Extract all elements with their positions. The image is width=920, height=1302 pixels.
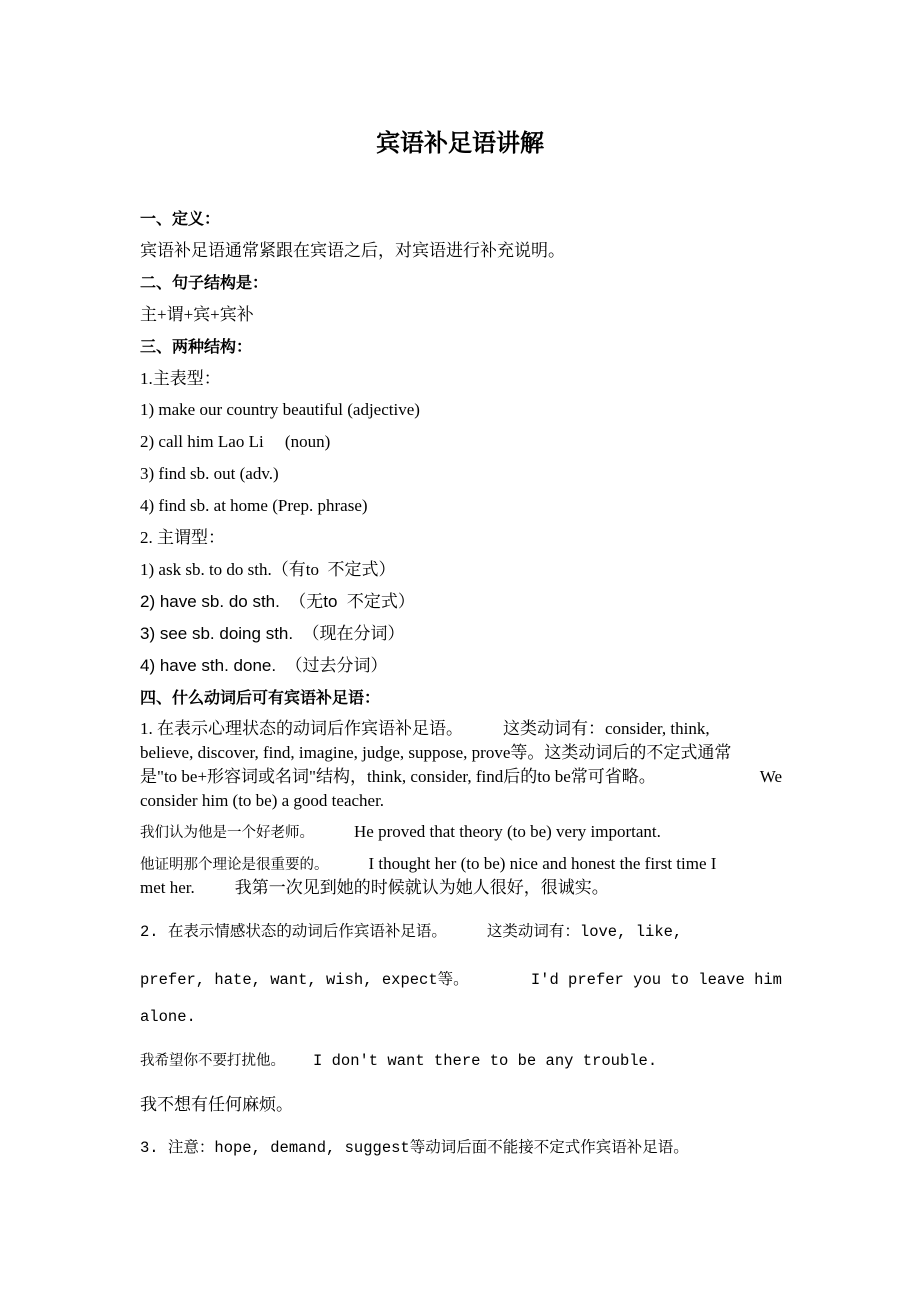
point2-line xyxy=(140,1049,782,1074)
point1-line xyxy=(140,852,782,877)
definition-heading: 一、定义： xyxy=(140,209,221,228)
point1-text: 他证明那个理论是很重要的。 xyxy=(140,857,329,873)
point1-text: I thought her (to be) nice and honest the first time I xyxy=(368,854,717,873)
point1-line xyxy=(140,765,782,789)
type1-item: 1) make our country beautiful (adjective) xyxy=(140,400,420,419)
point1-line xyxy=(140,717,782,741)
type1-item: 4) find sb. at home (Prep. phrase) xyxy=(140,496,368,515)
type2-item: 3) see sb. doing sth. （现在分词） xyxy=(140,624,405,643)
point2-text: 我希望你不要打扰他。 xyxy=(140,1054,285,1070)
type1-label: 1.主表型： xyxy=(140,369,221,388)
type1-item: 3) find sb. out (adv.) xyxy=(140,464,279,483)
point3-line: 3. 注意：hope, demand, suggest等动词后面不能接不定式作宾语补足语。 xyxy=(140,1139,689,1157)
point1-text: 我第一次见到她的时候就认为她人很好，很诚实。 xyxy=(234,878,609,897)
type2-item: 1) ask sb. to do sth.（有to 不定式） xyxy=(140,560,396,579)
point2-text: 这类动词有：love, like, xyxy=(486,923,683,941)
point2-text: I don't want there to be any trouble. xyxy=(313,1052,658,1070)
type1-item: 2) call him Lao Li (noun) xyxy=(140,432,331,451)
point2-text: prefer, hate, want, wish, expect等。 xyxy=(140,971,469,989)
types-heading: 三、两种结构： xyxy=(140,337,253,356)
point1-line xyxy=(140,876,782,900)
point1-text: 1. 在表示心理状态的动词后作宾语补足语。 xyxy=(140,719,463,738)
point1-line: believe, discover, find, imagine, judge, suppose, prove等。这类动词后的不定式通常 xyxy=(140,743,732,762)
point1-text: met her. xyxy=(140,878,195,897)
verbs-heading: 四、什么动词后可有宾语补足语： xyxy=(140,688,381,707)
point1-text: 是"to be+形容词或名词"结构，think, consider, find后的to be常可省略。 xyxy=(140,767,656,786)
type2-item: 4) have sth. done. （过去分词） xyxy=(140,656,388,675)
point2-line: alone. xyxy=(140,1008,196,1026)
point2-text: 2. 在表示情感状态的动词后作宾语补足语。 xyxy=(140,923,447,941)
point1-line xyxy=(140,820,782,845)
point1-text: We xyxy=(759,767,782,786)
type2-label: 2. 主谓型： xyxy=(140,528,225,547)
point1-text: 我们认为他是一个好老师。 xyxy=(140,825,314,841)
point1-text: 这类动词有：consider, think, xyxy=(503,719,710,738)
point2-line: 我不想有任何麻烦。 xyxy=(140,1095,293,1114)
structure-text: 主+谓+宾+宾补 xyxy=(140,305,254,324)
point2-line xyxy=(140,920,782,944)
definition-text: 宾语补足语通常紧跟在宾语之后，对宾语进行补充说明。 xyxy=(140,241,565,260)
point2-line xyxy=(140,968,782,992)
point1-text: He proved that theory (to be) very important. xyxy=(354,822,661,841)
type2-item: 2) have sb. do sth. （无to 不定式） xyxy=(140,592,415,611)
page-title: 宾语补足语讲解 xyxy=(376,129,544,157)
point2-text: I'd prefer you to leave him xyxy=(530,971,782,989)
structure-heading: 二、句子结构是： xyxy=(140,273,269,292)
point1-line: consider him (to be) a good teacher. xyxy=(140,791,385,810)
